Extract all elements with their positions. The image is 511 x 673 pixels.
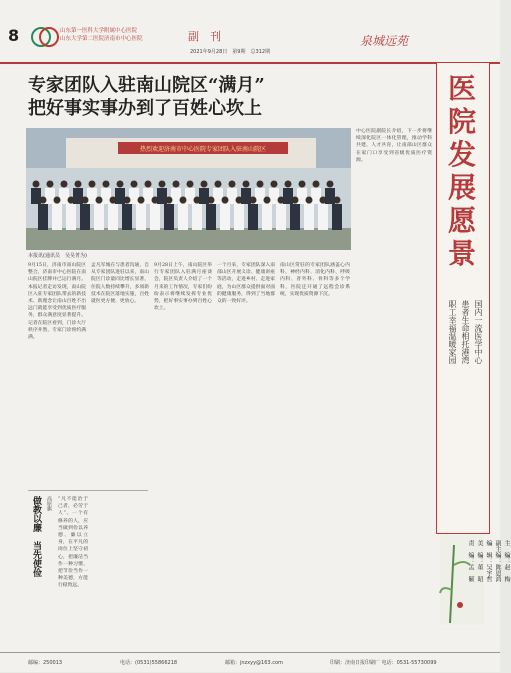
vision-line-1: 国内一流医学中心 — [474, 300, 483, 364]
editorial-credits — [466, 540, 511, 582]
essay-author: 高原旗 — [46, 496, 52, 511]
person-body — [248, 204, 258, 230]
person-body — [73, 188, 83, 204]
person-head — [138, 197, 145, 204]
person-body — [59, 188, 69, 204]
hospital-name-line2: 山东大学第二医院济南市中心医院 — [60, 36, 143, 42]
person-body — [304, 204, 314, 230]
person-body — [150, 204, 160, 230]
person-head — [250, 197, 257, 204]
body-column-6: 中心医院副院长介绍，下一步将继续深化院区一体化管理，推动学科共建、人才共育，让南部山区群众在家门口享受到省级优质医疗资源。 — [356, 129, 432, 163]
person-body — [38, 204, 48, 230]
person-body — [192, 204, 202, 230]
hospital-logo-icon — [30, 26, 60, 48]
person-head — [285, 181, 292, 188]
person-body — [178, 204, 188, 230]
person-head — [299, 181, 306, 188]
person-body — [31, 188, 41, 204]
person-head — [40, 197, 47, 204]
person-head — [313, 181, 320, 188]
footer-printer: 印刷：济南日报印刷厂 电话：0531-55730099 — [330, 660, 437, 666]
body-column-5: 南山区常驻的专家团队涵盖心内科、神经内科、消化内科、呼吸内科、普外科、骨科等多个学科，医院还开通了远程会诊系统，实现优质资源下沉。 — [280, 263, 350, 297]
person-head — [33, 181, 40, 188]
person-head — [96, 197, 103, 204]
person-head — [180, 197, 187, 204]
person-body — [66, 204, 76, 230]
person-body — [290, 204, 300, 230]
person-head — [82, 197, 89, 204]
person-body — [45, 188, 55, 204]
person-body — [115, 188, 125, 204]
person-body — [332, 204, 342, 230]
person-head — [166, 197, 173, 204]
page-number: 8 — [8, 26, 20, 45]
essay-text: “凡不能治于己者，必劳于人”。一个有修养的人，应当做到俭以养德、廉以立身，在平凡的岗位上坚守初心，把廉洁当作一种习惯，把节俭当作一种美德，方能行稳致远。 — [58, 497, 88, 589]
person-head — [173, 181, 180, 188]
person-head — [327, 181, 334, 188]
person-head — [194, 197, 201, 204]
main-headline — [28, 74, 265, 120]
person-body — [143, 188, 153, 204]
person-body — [80, 204, 90, 230]
person-head — [334, 197, 341, 204]
section-title: 副 刊 — [188, 30, 221, 43]
person-body — [108, 204, 118, 230]
vision-line-3: 职工幸福温暖家园 — [448, 300, 457, 364]
person-head — [292, 197, 299, 204]
person-head — [103, 181, 110, 188]
photo-banner: 热烈欢迎济南市中心医院专家团队入驻南山院区 — [139, 146, 267, 153]
headline-line2: 把好事实事办到了百姓心坎上 — [28, 98, 262, 119]
person-head — [145, 181, 152, 188]
person-head — [54, 197, 61, 204]
headline-line1: 专家团队入驻南山院区“满月” — [28, 75, 265, 96]
person-body — [269, 188, 279, 204]
footer-email: 邮箱：jnzxyy@163.com — [225, 660, 283, 666]
credit-art-editor: 美 编：董 昭 — [476, 540, 483, 582]
person-head — [110, 197, 117, 204]
person-body — [297, 188, 307, 204]
issue-info: 2021年9月28日 第9期 总312期 — [190, 49, 270, 55]
person-head — [215, 181, 222, 188]
person-body — [227, 188, 237, 204]
person-head — [257, 181, 264, 188]
credit-editor: 编 辑：吴宇哲 — [485, 540, 492, 582]
person-head — [131, 181, 138, 188]
person-head — [222, 197, 229, 204]
person-head — [89, 181, 96, 188]
person-head — [278, 197, 285, 204]
body-column-2: 孟凡军城在与患者沟通，自从专家团队进驻以来，南山院区门诊量同比增长显著，住院人数持续攀升，多项新技术在院区落地实施，百姓就医更方便、更放心。 — [91, 263, 149, 305]
person-body — [129, 188, 139, 204]
person-body — [185, 188, 195, 204]
person-head — [229, 181, 236, 188]
person-body — [318, 204, 328, 230]
person-body — [234, 204, 244, 230]
person-head — [159, 181, 166, 188]
person-body — [262, 204, 272, 230]
person-body — [157, 188, 167, 204]
person-head — [236, 197, 243, 204]
person-head — [306, 197, 313, 204]
page-footer — [0, 652, 500, 673]
person-head — [68, 197, 75, 204]
person-head — [152, 197, 159, 204]
vision-line-2: 患者生命相托港湾 — [461, 300, 470, 364]
person-head — [243, 181, 250, 188]
person-body — [206, 204, 216, 230]
person-body — [122, 204, 132, 230]
person-head — [61, 181, 68, 188]
person-body — [101, 188, 111, 204]
group-photo — [26, 128, 351, 250]
body-column-4: 一个月来，专家团队深入南部山区开展义诊、健康讲座等活动，走进乡村、走进家庭，为山区群众提供面对面的健康服务，得到了当地群众的一致好评。 — [217, 263, 275, 305]
photo-caption: 本报讯(通讯员 吴昊菁为) — [28, 253, 87, 259]
person-body — [325, 188, 335, 204]
masthead — [0, 0, 500, 64]
footer-phone: 电话：(0531)55866218 — [120, 660, 178, 666]
person-head — [187, 181, 194, 188]
person-head — [47, 181, 54, 188]
person-body — [52, 204, 62, 230]
person-body — [241, 188, 251, 204]
vision-title: 医院发展愿景 — [447, 72, 476, 270]
person-body — [136, 204, 146, 230]
divider — [28, 490, 148, 491]
footer-postcode: 邮编：250013 — [28, 660, 63, 666]
person-body — [276, 204, 286, 230]
hospital-name-line1: 山东第一医科大学附属中心医院 — [60, 28, 138, 34]
person-head — [208, 197, 215, 204]
person-body — [94, 204, 104, 230]
credit-chief-editor: 主 编：赵 梅 — [503, 540, 510, 582]
person-body — [87, 188, 97, 204]
body-column-1: 9月15日，济南市南山院区整合，济南市中心医院在南山院区挂牌并已运行满月。本报记者走访发现，南山院区入驻专家团队带去的新技术、新理念让南山百姓不出远门就能享受到优质医疗服务，群众满意度显著提升。记者在院区看到，门诊大厅秩序井然，专家门诊预约满满。 — [28, 263, 86, 341]
credit-responsible-editor: 责 编：孟 颖 — [467, 540, 474, 582]
column-brand: 泉城远苑 — [360, 34, 409, 48]
person-body — [311, 188, 321, 204]
person-body — [220, 204, 230, 230]
essay-title: 做教以廉 当先使俭 — [31, 496, 41, 577]
hospital-name — [60, 27, 143, 43]
person-head — [201, 181, 208, 188]
person-body — [171, 188, 181, 204]
person-body — [164, 204, 174, 230]
body-column-3: 9月28日上午，南山院区举行专家团队入驻满月座谈会，院区负责人介绍了一个月来的工作情况，专家们纷纷表示将继续发挥专业优势，把好事实事办到百姓心坎上。 — [154, 263, 212, 312]
person-head — [75, 181, 82, 188]
person-head — [124, 197, 131, 204]
person-head — [271, 181, 278, 188]
person-body — [213, 188, 223, 204]
person-body — [255, 188, 265, 204]
person-head — [320, 197, 327, 204]
person-body — [283, 188, 293, 204]
person-head — [117, 181, 124, 188]
credit-deputy-editor: 副主编：陈恩鸿 — [494, 540, 501, 582]
person-body — [199, 188, 209, 204]
person-head — [264, 197, 271, 204]
